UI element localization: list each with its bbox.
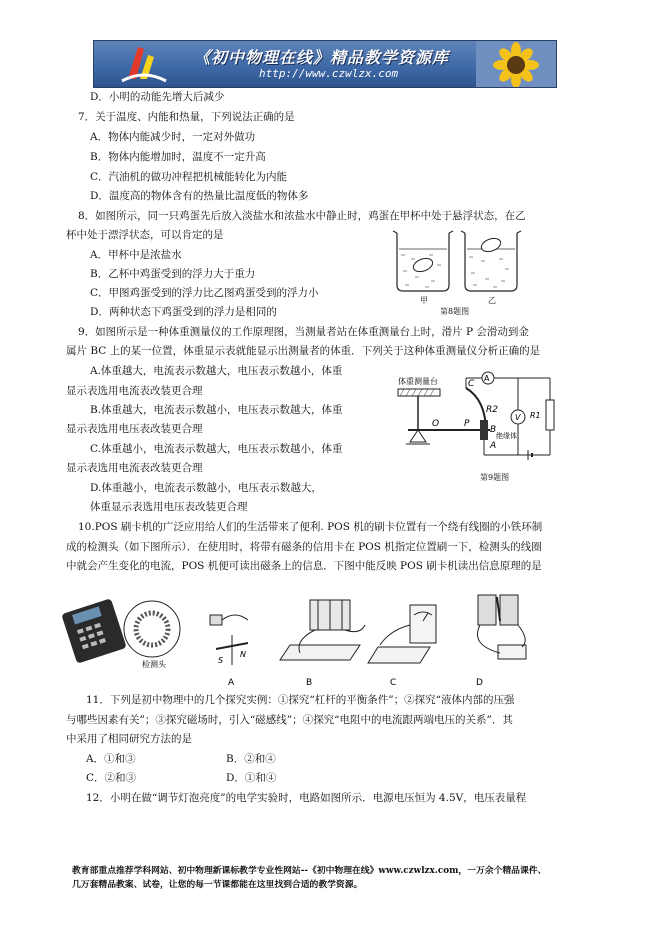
option-9b-line2: 显示表选用电压表改装更合理 xyxy=(66,423,203,435)
fig9-voltmeter-label: V xyxy=(515,413,521,422)
fig10-option-a xyxy=(210,615,248,688)
figure-10 xyxy=(60,585,590,690)
option-9d-line1: D.体重越小，电流表示数越小，电压表示数越大， xyxy=(90,482,322,494)
footer-line-2: 几万套精品教案、试卷，让您的每一节课都能在这里找到合适的教学资源。 xyxy=(72,880,363,890)
fig10-opt-b: B xyxy=(306,678,313,688)
fig10-N: N xyxy=(240,650,246,659)
beaker-yi xyxy=(461,231,521,291)
fig10-S: S xyxy=(218,656,224,665)
fig9-label-B: B xyxy=(490,425,497,435)
fig10-option-b xyxy=(280,600,365,688)
option-9a-line2: 显示表选用电流表改装更合理 xyxy=(66,385,203,397)
question-7: 7．关于温度、内能和热量，下列说法正确的是 xyxy=(78,111,295,123)
option-9a-line1: A.体重越大，电流表示数越大，电压表示数越小，体重 xyxy=(90,365,343,377)
question-10-cont2: 中就会产生变化的电流，POS 机便可读出磁条上的信息．下图中能反映 POS 刷卡机读出信息原理的是 xyxy=(66,560,542,572)
question-11: 11．下列是初中物理中的几个探究实例：①探究“杠杆的平衡条件”；②探究“液体内部的压强 xyxy=(86,694,515,706)
fig10-opt-a: A xyxy=(228,678,235,688)
option-7a: A．物体内能减少时，一定对外做功 xyxy=(90,131,256,143)
option-7b: B．物体内能增加时，温度不一定升高 xyxy=(90,151,266,163)
option-8c: C．甲图鸡蛋受到的浮力比乙图鸡蛋受到的浮力小 xyxy=(90,287,319,299)
option-9d-line2: 体重显示表选用电压表改装更合理 xyxy=(90,501,248,513)
fig9-label-C: C xyxy=(468,379,475,389)
fig8-caption: 第8题图 xyxy=(440,307,470,316)
fig8-label-jia: 甲 xyxy=(420,296,428,305)
footer-line-1: 教育部重点推荐学科网站、初中物理新课标教学专业性网站--《初中物理在线》www.czwlzx.com，一万余个精品课件、 xyxy=(72,866,547,876)
question-11-cont2: 中采用了相同研究方法的是 xyxy=(66,733,192,745)
option-8b: B．乙杯中鸡蛋受到的浮力大于重力 xyxy=(90,268,256,280)
question-9-cont: 属片 BC 上的某一位置，体重显示表就能显示出测量者的体重．下列关于这种体重测量仪分析正确的是 xyxy=(66,345,541,357)
option-7d: D．温度高的物体含有的热量比温度低的物体多 xyxy=(90,190,309,202)
fig9-platform-label: 体重测量台 xyxy=(398,377,438,386)
fig9-R1-label: R1 xyxy=(530,411,541,420)
option-11d: D．①和④ xyxy=(226,772,277,784)
fig9-insulator-label: 绝缘体 xyxy=(496,432,517,440)
question-11-cont1: 与哪些因素有关”；③探究磁场时，引入“磁感线”；④探究“电阻中的电流跟两端电压的关系”．其 xyxy=(66,714,513,726)
banner-url: http://www.czwlzx.com xyxy=(259,67,399,80)
fig9-caption: 第9题图 xyxy=(480,473,510,482)
fig10-head-label: 检测头 xyxy=(142,660,166,669)
text-line: D．小明的动能先增大后减少 xyxy=(90,91,225,103)
option-9b-line1: B.体重越大，电流表示数越小，电压表示数越大，体重 xyxy=(90,404,343,416)
fig10-option-d xyxy=(476,595,526,688)
option-9c-line1: C.体重越小，电流表示数越大，电压表示数越小，体重 xyxy=(90,443,343,455)
fig10-opt-c: C xyxy=(390,678,397,688)
fig9-ammeter-label: A xyxy=(484,374,490,383)
option-7c: C．汽油机的做功冲程把机械能转化为内能 xyxy=(90,171,288,183)
question-9: 9．如图所示是一种体重测量仪的工作原理图，当测量者站在体重测量台上时，滑片 P 会滑动到金 xyxy=(78,326,529,338)
question-12: 12．小明在做“调节灯泡亮度”的电学实验时，电路如图所示．电源电压恒为 4.5V，电压表量程 xyxy=(86,792,527,804)
logo-icon xyxy=(114,41,174,87)
option-11a: A．①和③ xyxy=(86,753,136,765)
fig9-label-R2: R2 xyxy=(486,405,498,415)
sunflower-icon xyxy=(476,41,556,87)
option-8d: D．两种状态下鸡蛋受到的浮力是相同的 xyxy=(90,306,277,318)
fig10-option-c xyxy=(368,605,436,688)
question-8: 8．如图所示，同一只鸡蛋先后放入淡盐水和浓盐水中静止时，鸡蛋在甲杯中处于悬浮状态，在乙 xyxy=(78,210,526,222)
fig9-label-A-point: A xyxy=(490,441,497,451)
option-8a: A．甲杯中是浓盐水 xyxy=(90,249,182,261)
question-10-cont1: 成的检测头（如下图所示）．在使用时，将带有磁条的信用卡在 POS 机指定位置刷一下，检测头的线圈 xyxy=(66,541,542,553)
fig10-opt-d: D xyxy=(476,678,483,688)
option-11c: C．②和③ xyxy=(86,772,137,784)
beaker-jia xyxy=(393,231,453,291)
question-8-cont: 杯中处于漂浮状态，可以肯定的是 xyxy=(66,229,224,241)
option-11b: B．②和④ xyxy=(226,753,276,765)
fig8-label-yi: 乙 xyxy=(488,296,496,305)
question-10: 10.POS 刷卡机的广泛应用给人们的生活带来了便利. POS 机的刷卡位置有一个绕有线圈的小铁环制 xyxy=(78,521,543,533)
header-banner xyxy=(93,40,557,88)
option-9c-line2: 显示表选用电流表改装更合理 xyxy=(66,462,203,474)
banner-title: 《初中物理在线》精品教学资源库 xyxy=(194,48,450,67)
pos-machine-image xyxy=(61,598,180,669)
fig9-label-O: O xyxy=(432,419,440,429)
figure-9 xyxy=(378,370,578,480)
figure-8 xyxy=(385,225,535,315)
fig9-label-P: P xyxy=(464,419,470,429)
